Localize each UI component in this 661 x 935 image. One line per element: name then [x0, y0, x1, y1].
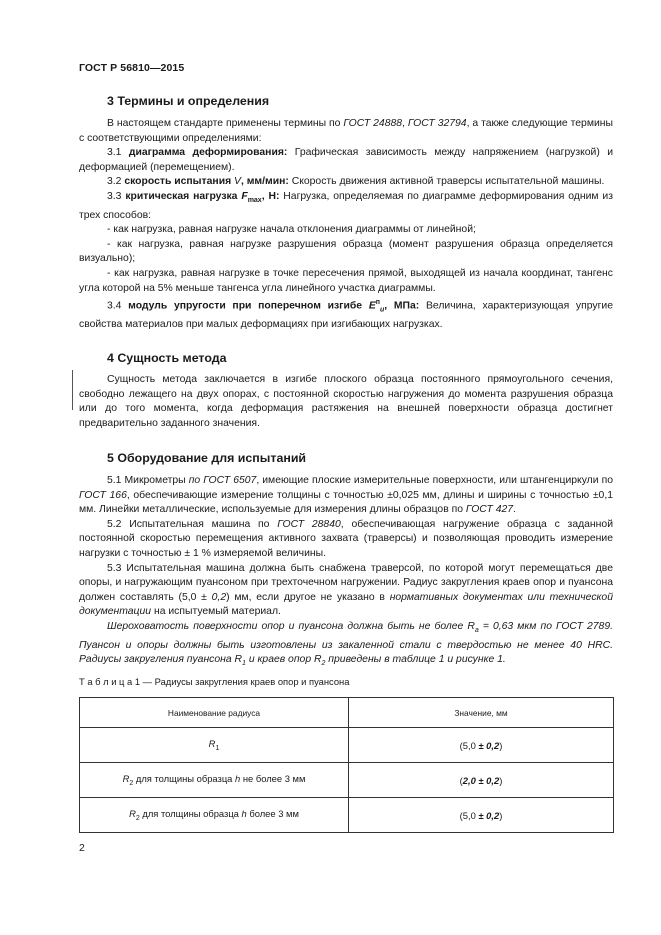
section-4-text: Сущность метода заключается в изгибе плоского образца постоянного прямоугольного сечения, свободно лежащего на двух опорах, с постоянной скоростью нагружения до момента разрушения образца или до того момента, когда деформация растяжения на внешней поверхности образца достигнет предварительно заданного значения.	[79, 374, 613, 429]
term-3-3: 3.3 критическая нагрузка $F_{max}$, Н: Нагрузка, определяемая по диаграмме деформирования одним из трех способов:	[79, 190, 613, 221]
table-header-name: Наименование радиуса	[80, 698, 349, 728]
clause-5-3: 5.3 Испытательная машина должна быть снабжена траверсой, по которой могут перемещаться две опоры, и нагружающим пуансоном при трехточечном нагружении. Радиус закругления краев опор и пуансона должен составлять (5,0 ± 0,2) мм, если другое не указано в нормативных документах или технической документации на испытуемый материал.	[79, 562, 613, 618]
section-3-intro: В настоящем стандарте применены термины по ГОСТ 24888, ГОСТ 32794, а также следующие термины с соответствующими определениями:	[79, 118, 613, 144]
radius-table	[79, 697, 614, 833]
term-3-4: 3.4 модуль упругости при поперечном изгибе $E^п_и$, МПа: Величина, характеризующая упругие свойства материалов при малых деформациях при изгибающих нагрузках.	[79, 299, 613, 331]
page-number: 2	[79, 842, 85, 854]
standard-header: ГОСТ Р 56810—2015	[79, 62, 185, 74]
term-3-3-item-1: - как нагрузка, равная нагрузке начала отклонения диаграммы от линейной;	[107, 224, 476, 236]
section-5-title: 5 Оборудование для испытаний	[107, 451, 307, 465]
table-cell-radius: $R_2$ для толщины образца h не более 3 мм	[80, 763, 349, 798]
clause-5-3-note: Шероховатость поверхности опор и пуансона должна быть не более $R_a = 0,63$ мкм по ГОСТ 2789. Пуансон и опоры должны быть изготовлены из закаленной стали с твердостью не менее 40 HRC. Радиусы закругления пуансона $R_1$ и краев опор $R_2$ приведены в таблице 1 и рисунке 1.	[79, 620, 613, 668]
section-3-body	[79, 117, 613, 333]
section-4-title: 4 Сущность метода	[107, 351, 227, 365]
table-row	[80, 763, 614, 798]
table-cell-radius: $R_2$ для толщины образца h более 3 мм	[80, 798, 349, 833]
table-row	[80, 798, 614, 833]
section-4-body	[79, 373, 613, 431]
section-5-body	[79, 474, 613, 672]
table-cell-value: (5,0 ± 0,2)	[349, 728, 614, 763]
table-header-value: Значение, мм	[349, 698, 614, 728]
table-cell-radius: $R_1$	[80, 728, 349, 763]
term-3-1: 3.1 диаграмма деформирования: Графическая зависимость между напряжением (нагрузкой) и деформацией (перемещением).	[79, 147, 613, 173]
clause-5-1: 5.1 Микрометры по ГОСТ 6507, имеющие плоские измерительные поверхности, или штангенциркули по ГОСТ 166, обеспечивающие измерение толщины с точностью ±0,025 мм, длины и ширины с точностью ±0,1 мм. Линейки металлические, используемые для измерения длины образцов по ГОСТ 427.	[79, 475, 613, 516]
clause-5-2: 5.2 Испытательная машина по ГОСТ 28840, обеспечивающая нагружение образца с заданной постоянной скоростью перемещения активного захвата (траверсы) и позволяющая проводить измерение нагрузки с точностью ± 1 % измеряемой величины.	[79, 518, 613, 559]
revision-bar	[72, 370, 73, 410]
table-cell-value: (2,0 ± 0,2)	[349, 763, 614, 798]
term-3-2: 3.2 скорость испытания V, мм/мин: Скорость движения активной траверсы испытательной машины.	[107, 176, 605, 188]
table-caption: Т а б л и ц а 1 — Радиусы закругления краев опор и пуансона	[79, 676, 350, 687]
table-cell-value: (5,0 ± 0,2)	[349, 798, 614, 833]
term-3-3-item-2: - как нагрузка, равная нагрузке разрушения образца (момент разрушения образца определяется визуально);	[79, 238, 613, 265]
section-3-title: 3 Термины и определения	[107, 94, 270, 108]
table-row	[80, 728, 614, 763]
table-header-row	[80, 698, 614, 728]
term-3-3-item-3: - как нагрузка, равная нагрузке в точке пересечения прямой, выходящей из начала координат, тангенс угла которой на 5% меньше тангенса угла линейного участка диаграммы.	[79, 268, 613, 294]
